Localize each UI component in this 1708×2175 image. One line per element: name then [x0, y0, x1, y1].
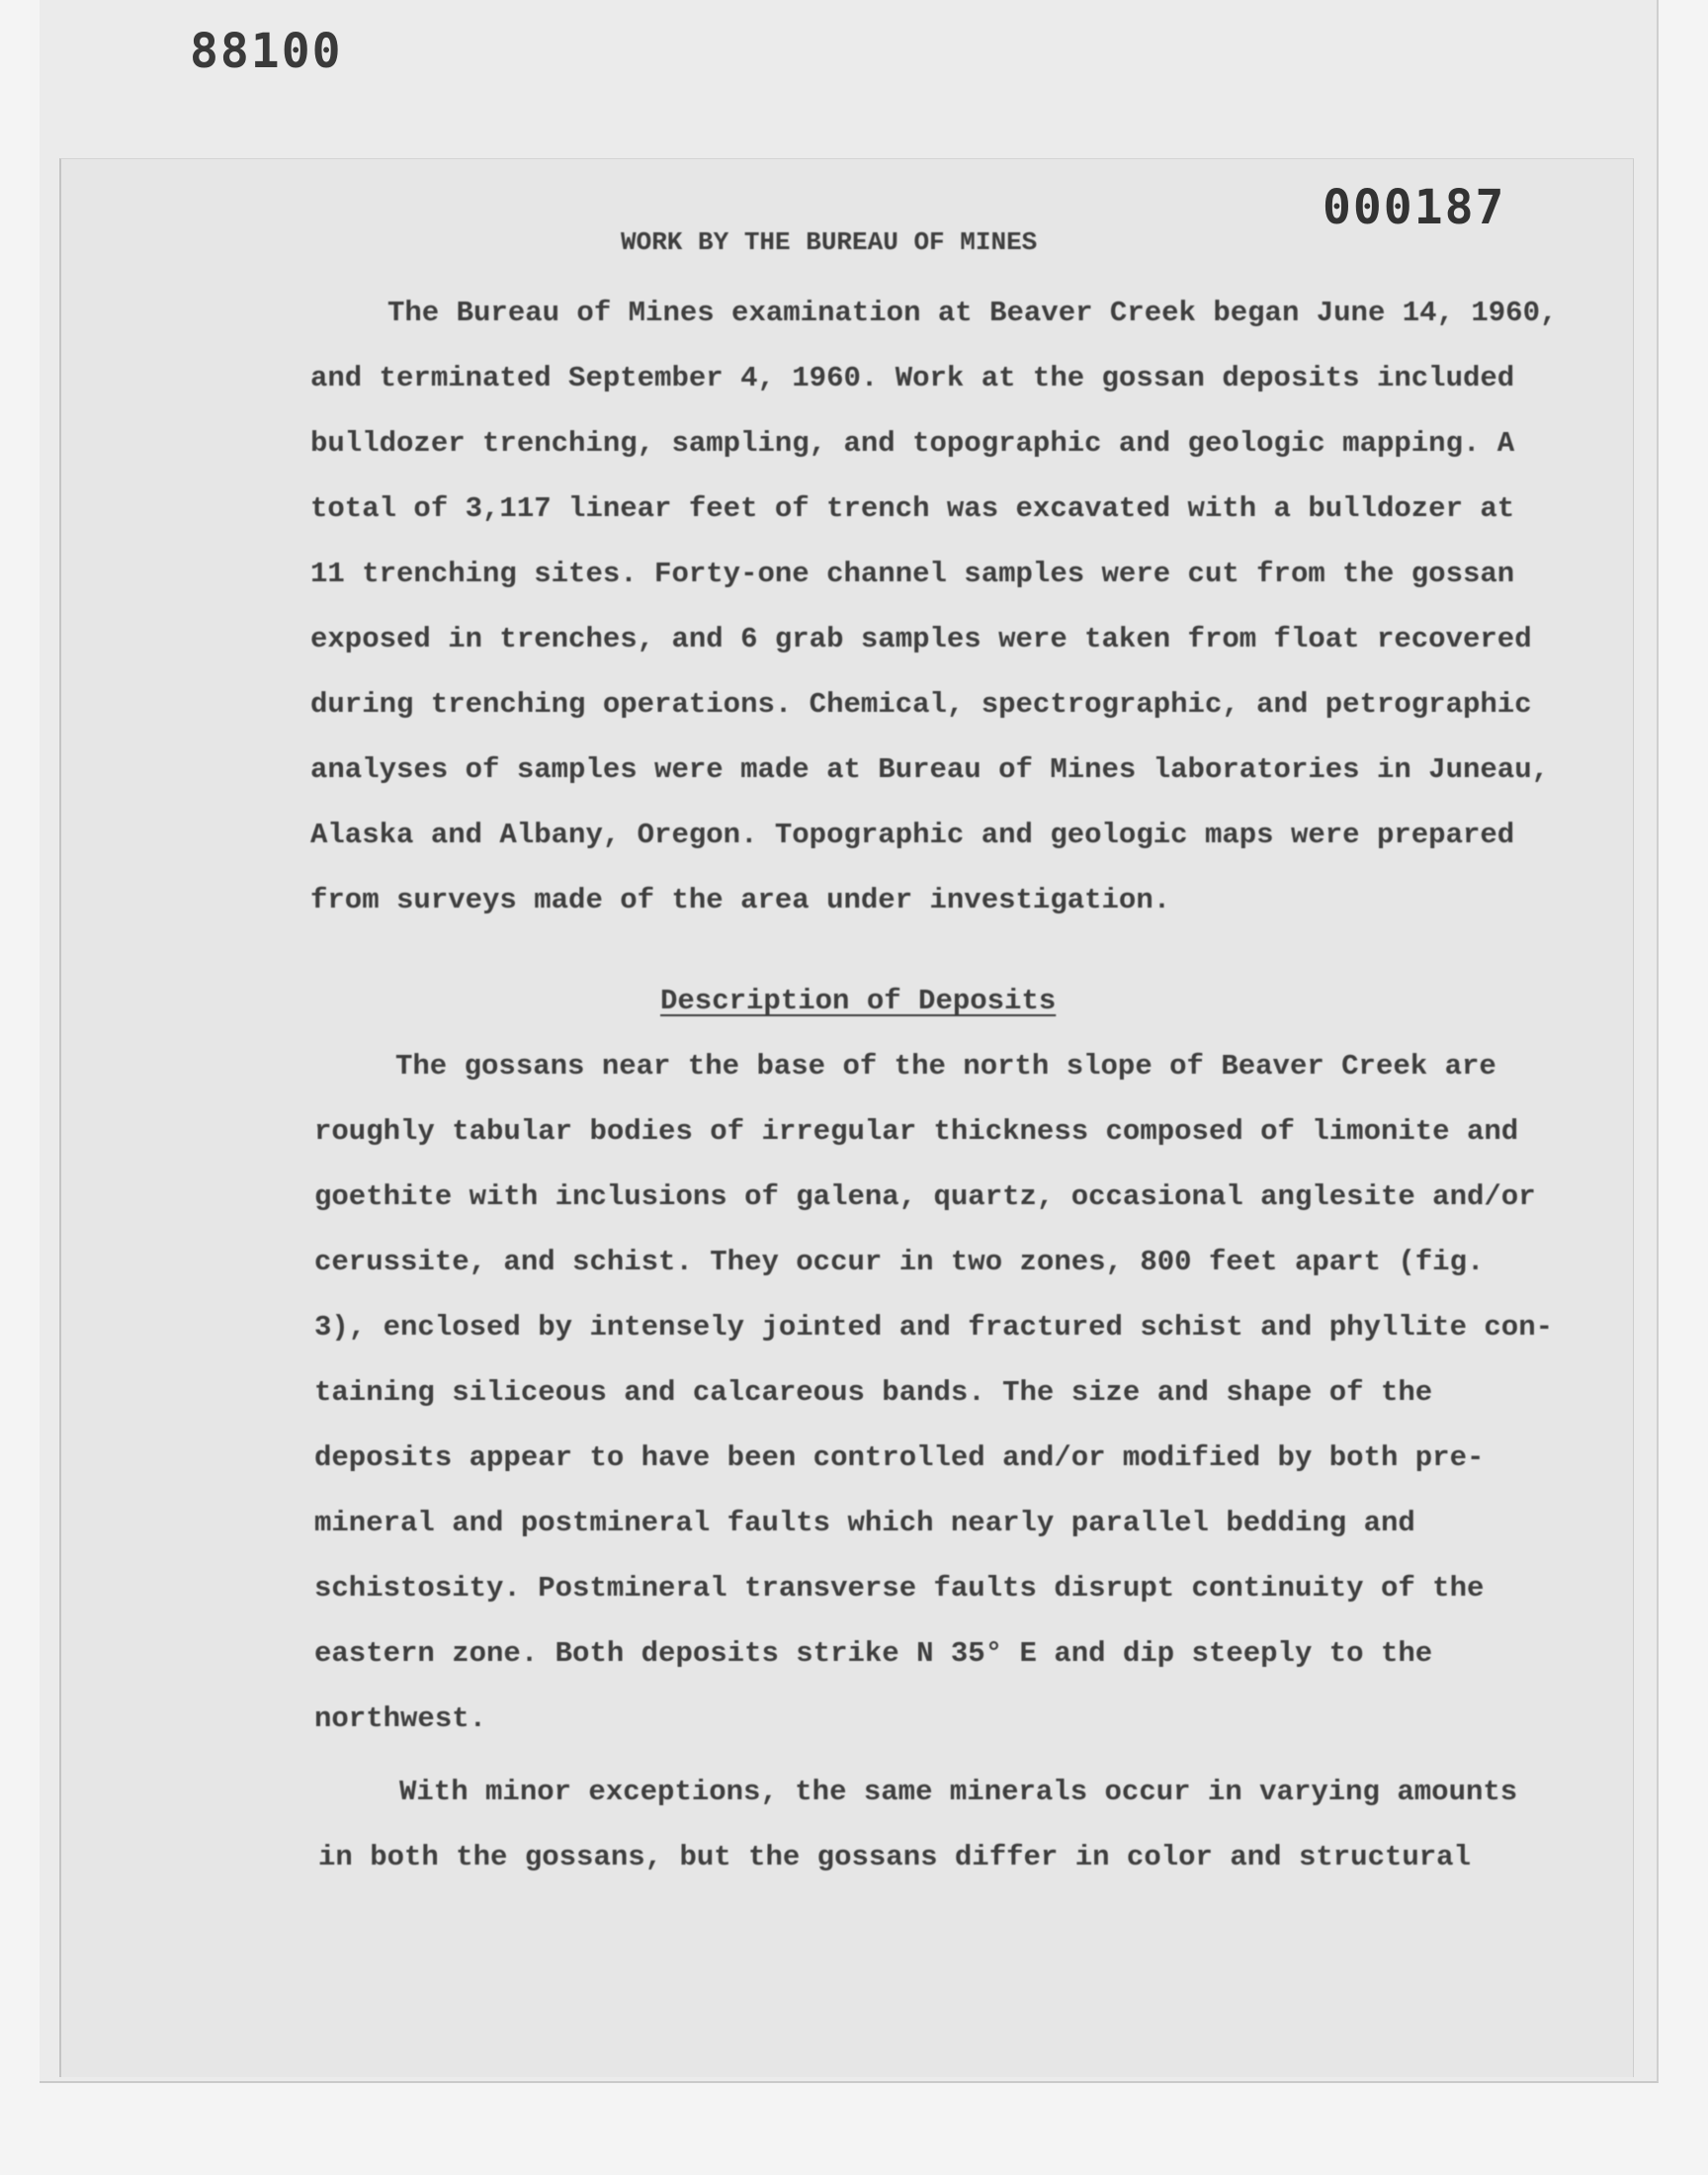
- paragraph-line: Alaska and Albany, Oregon. Topographic and geologic maps were prepared: [310, 819, 1515, 851]
- paragraph-line: and terminated September 4, 1960. Work at the gossan deposits included: [310, 362, 1515, 394]
- paragraph-line: cerussite, and schist. They occur in two zones, 800 feet apart (fig.: [314, 1246, 1485, 1278]
- paragraph-line: deposits appear to have been controlled and/or modified by both pre-: [314, 1441, 1485, 1474]
- paragraph-line: roughly tabular bodies of irregular thickness composed of limonite and: [314, 1115, 1519, 1148]
- paragraph-line: taining siliceous and calcareous bands. The size and shape of the: [314, 1376, 1433, 1409]
- paragraph-line: The gossans near the base of the north slope of Beaver Creek are: [395, 1050, 1496, 1083]
- paragraph-line: schistosity. Postmineral transverse faults disrupt continuity of the: [314, 1572, 1485, 1605]
- paragraph-line: goethite with inclusions of galena, quartz, occasional anglesite and/or: [314, 1180, 1536, 1213]
- paragraph-line: With minor exceptions, the same minerals occur in varying amounts: [399, 1776, 1518, 1808]
- paragraph-line: eastern zone. Both deposits strike N 35° E and dip steeply to the: [314, 1637, 1433, 1670]
- paragraph-line: mineral and postmineral faults which nearly parallel bedding and: [314, 1507, 1415, 1539]
- paragraph-line: in both the gossans, but the gossans differ in color and structural: [318, 1841, 1471, 1873]
- paragraph-line: 3), enclosed by intensely jointed and fractured schist and phyllite con-: [314, 1311, 1554, 1344]
- paragraph-line: during trenching operations. Chemical, spectrographic, and petrographic: [310, 688, 1532, 721]
- archive-stamp-number: 88100: [190, 24, 343, 79]
- section-heading: Description of Deposits: [660, 985, 1057, 1017]
- paragraph-line: total of 3,117 linear feet of trench was excavated with a bulldozer at: [310, 492, 1515, 525]
- paragraph-line: bulldozer trenching, sampling, and topographic and geologic mapping. A: [310, 427, 1515, 460]
- paragraph-line: exposed in trenches, and 6 grab samples were taken from float recovered: [310, 623, 1532, 655]
- paragraph-line: northwest.: [314, 1702, 487, 1735]
- document-title: WORK BY THE BUREAU OF MINES: [621, 227, 1038, 257]
- paragraph-line: analyses of samples were made at Bureau of Mines laboratories in Juneau,: [310, 753, 1550, 786]
- page-number-stamp: 000187: [1323, 180, 1506, 235]
- paragraph-line: 11 trenching sites. Forty-one channel samples were cut from the gossan: [310, 558, 1515, 590]
- paragraph-line: from surveys made of the area under investigation.: [310, 884, 1171, 916]
- paragraph-line: The Bureau of Mines examination at Beaver Creek began June 14, 1960,: [387, 297, 1558, 329]
